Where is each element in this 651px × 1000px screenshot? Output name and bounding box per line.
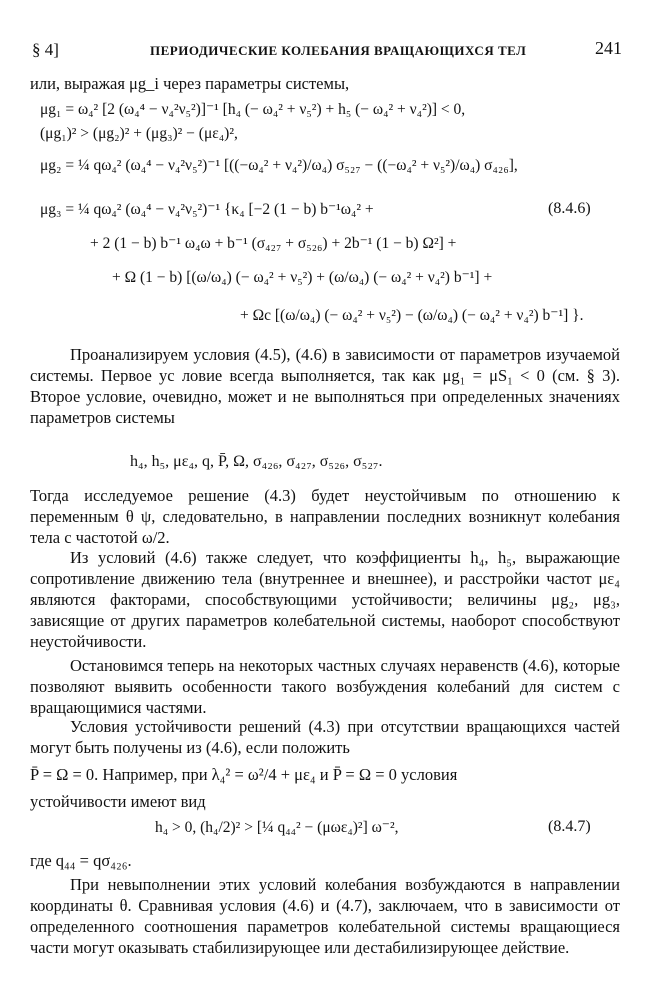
running-title: ПЕРИОДИЧЕСКИЕ КОЛЕБАНИЯ ВРАЩАЮЩИХСЯ ТЕЛ bbox=[150, 43, 527, 58]
paragraph-conclusion bbox=[30, 874, 620, 958]
equation-mu-g1: μg₁ = ω₄² [2 (ω₄⁴ − ν₄²ν₅²)]⁻¹ [h₄ (− ω₄² + ν₅²) + h₅ (− ω₄² + ν₄²)] < 0, bbox=[40, 101, 466, 118]
equation-line-3: + Ω (1 − b) [(ω/ω₄) (− ω₄² + ν₅²) + (ω/ω₄) (− ω₄² + ν₄²) b⁻¹] + bbox=[112, 269, 493, 286]
intro-line: или, выражая μg_i через параметры системы, bbox=[30, 74, 350, 93]
paragraph-text: Тогда исследуемое решение (4.3) будет неустойчивым по отношению к переменным θ ψ, следовательно, в направлении последних возникнут колебания тела с частотой ω/2. bbox=[30, 486, 620, 547]
paragraph-conditions bbox=[30, 716, 620, 812]
section-label: § 4] bbox=[32, 40, 59, 59]
equation-inequality: (μg₁)² > (μg₂)² + (μg₃)² − (με₄)², bbox=[40, 125, 238, 142]
equation-number-847: (8.4.7) bbox=[548, 818, 591, 835]
paragraph-unstable bbox=[30, 485, 620, 548]
equation-line-4: + Ωc [(ω/ω₄) (− ω₄² + ν₅²) − (ω/ω₄) (− ω₄² + ν₄²) b⁻¹] }. bbox=[240, 307, 584, 324]
equation-line-2: + 2 (1 − b) b⁻¹ ω₄ω + b⁻¹ (σ₄₂₇ + σ₅₂₆) + 2b⁻¹ (1 − b) Ω²] + bbox=[90, 235, 457, 252]
equation-number-846: (8.4.6) bbox=[548, 200, 591, 217]
paragraph-text: Остановимся теперь на некоторых частных случаях неравенств (4.6), которые позволяют выявить особенности такого возбуждения колебаний для систем с вращающимися частями. bbox=[30, 656, 620, 717]
paragraph-text-cont: P̄ = Ω = 0. Например, при λ₄² = ω²/4 + με₄ и P̄ = Ω = 0 условия bbox=[30, 765, 458, 784]
parameter-list: h₄, h₅, με₄, q, P̄, Ω, σ₄₂₆, σ₄₂₇, σ₅₂₆, σ₅₂₇. bbox=[130, 453, 383, 470]
page-number: 241 bbox=[595, 38, 622, 58]
paragraph-coefficients bbox=[30, 547, 620, 652]
page-header bbox=[32, 38, 622, 62]
paragraph-text: Условия устойчивости решений (4.3) при отсутствии вращающихся частей могут быть получены из (4.6), если положить bbox=[30, 717, 620, 757]
where-line: где q₄₄ = qσ₄₂₆. bbox=[30, 851, 132, 870]
paragraph-analysis bbox=[30, 344, 620, 428]
paragraph-text: При невыполнении этих условий колебания возбуждаются в направлении координаты θ. Сравнивая условия (4.6) и (4.7), заключаем, что в зависимости от определенного соотношения параметров колебательной системы вращающиеся части могут оказывать стабилизирующее или дестабилизирующее действие. bbox=[30, 875, 620, 957]
equation-mu-g3: μg₃ = ¼ qω₄² (ω₄⁴ − ν₄²ν₅²)⁻¹ {κ₄ [−2 (1 − b) b⁻¹ω₄² + bbox=[40, 201, 374, 218]
equation-mu-g2: μg₂ = ¼ qω₄² (ω₄⁴ − ν₄²ν₅²)⁻¹ [((−ω₄² + ν₄²)/ω₄) σ₅₂₇ − ((−ω₄² + ν₅²)/ω₄) σ₄₂₆], bbox=[40, 157, 518, 174]
equation-stability: h₄ > 0, (h₄/2)² > [¼ q₄₄² − (μωε₄)²] ω⁻², bbox=[155, 819, 399, 836]
paragraph-text-cont2: устойчивости имеют вид bbox=[30, 792, 206, 811]
paragraph-special-cases bbox=[30, 655, 620, 718]
paragraph-text: Из условий (4.6) также следует, что коэффициенты h₄, h₅, выражающие сопротивление движению тела (внутреннее и внешнее), и расстройки частот με₄ являются факторами, способствующими устойчивости; величины μg₂, μg₃, зависящие от других параметров колебательной системы, наоборот способствуют неустойчивости. bbox=[30, 548, 620, 651]
paragraph-text: Проанализируем условия (4.5), (4.6) в зависимости от параметров изучаемой системы. Первое ус ловие всегда выполняется, так как μg₁ = μS₁ < 0 (см. § 3). Второе условие, очевидно, может и не выполняться при определенных значениях параметров системы bbox=[30, 345, 620, 427]
